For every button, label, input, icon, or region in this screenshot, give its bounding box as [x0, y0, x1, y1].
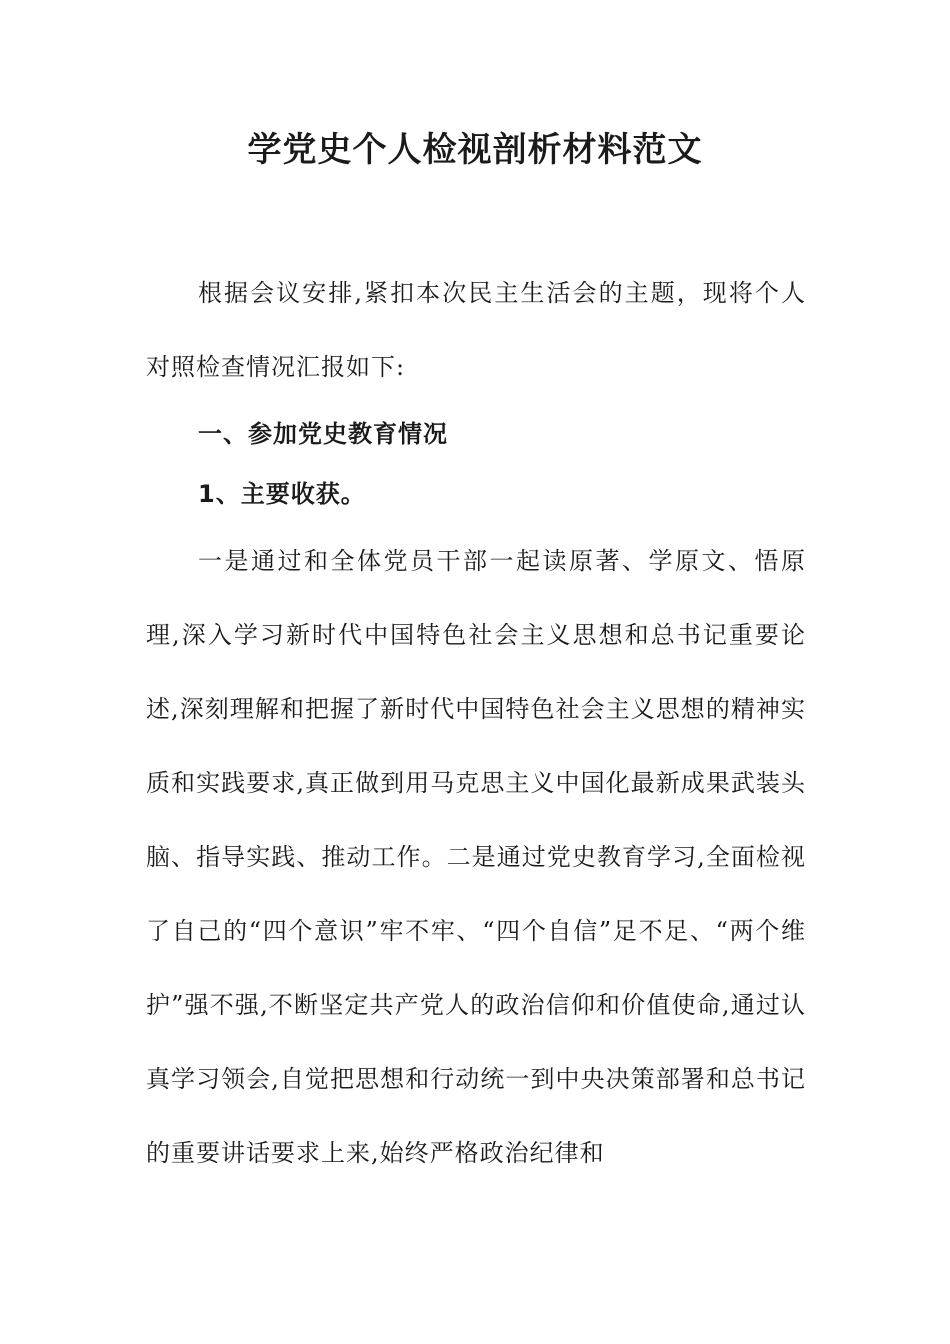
intro-paragraph: 根据会议安排,紧扣本次民主生活会的主题，现将个人对照检查情况汇报如下:: [146, 279, 806, 381]
document-body: [146, 256, 806, 1190]
body-paragraph: 一是通过和全体党员干部一起读原著、学原文、悟原理,深入学习新时代中国特色社会主义思想和总书记重要论述,深刻理解和把握了新时代中国特色社会主义思想的精神实质和实践要求,真正做到用马克思主义中国化最新成果武装头脑、指导实践、推动工作。二是通过党史教育学习,全面检视了自己的“四个意识”牢不牢、“四个自信”足不足、“两个维护”强不强,不断坚定共产党人的政治信仰和价值使命,通过认真学习领会,自觉把思想和行动统一到中央决策部署和总书记的重要讲话要求上来,始终严格政治纪律和: [146, 547, 806, 1167]
subsection-heading: 1、主要收获。: [198, 480, 366, 508]
section-heading: 一、参加党史教育情况: [198, 420, 448, 448]
document-title: 学党史个人检视剖析材料范文: [247, 130, 703, 170]
